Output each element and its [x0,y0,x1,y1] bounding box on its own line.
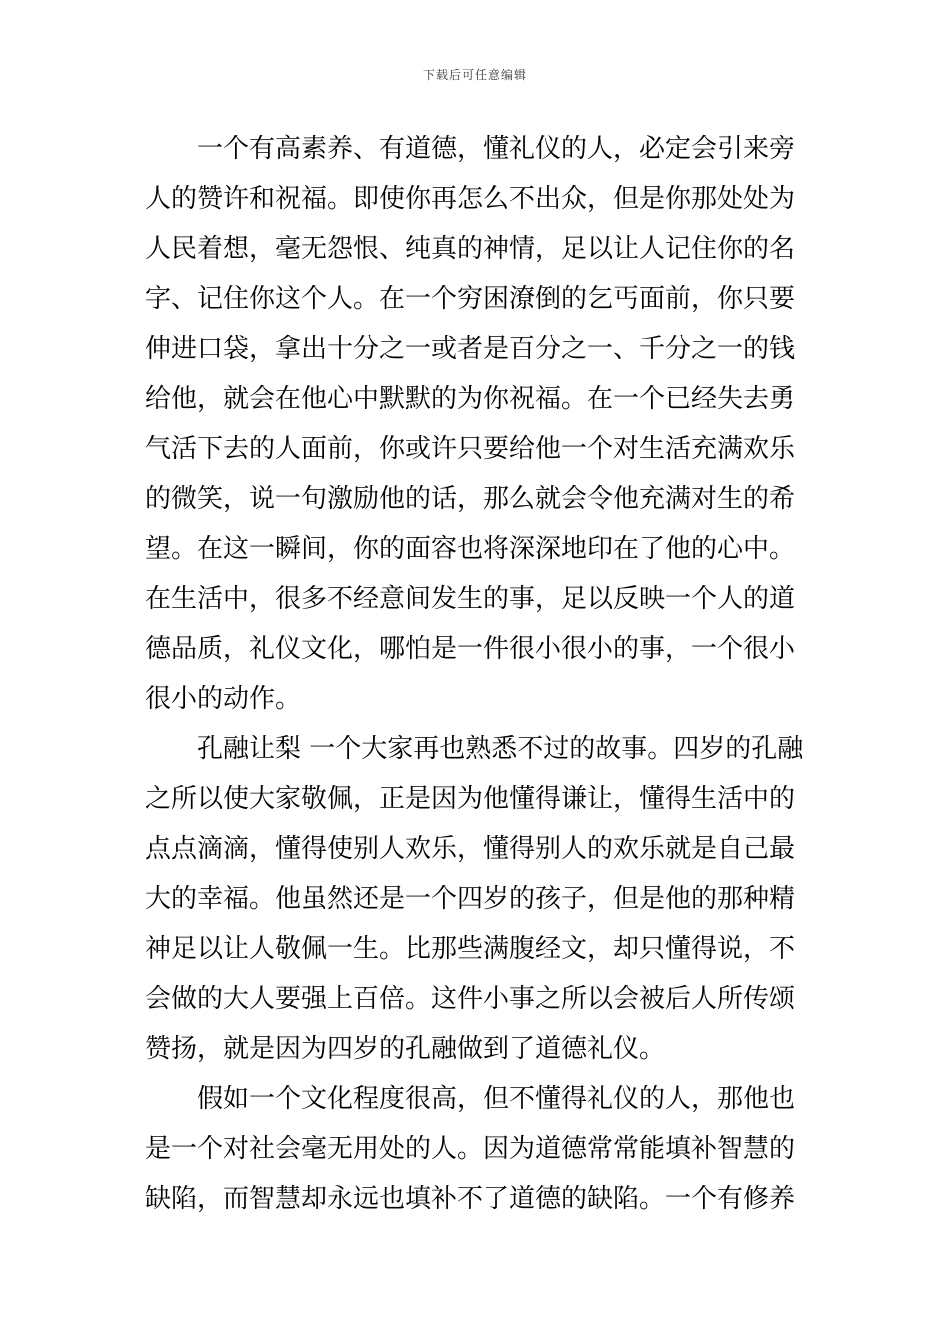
text-line: 很小的动作。 [145,684,302,714]
text-line: 赞扬，就是因为四岁的孔融做到了道德礼仪。 [145,1034,666,1064]
text-line: 人民着想，毫无怨恨、纯真的神情，足以让人记住你的名 [145,234,796,264]
document-body [145,124,810,1224]
text-line: 给他，就会在他心中默默的为你祝福。在一个已经失去勇 [145,384,796,414]
text-line: 缺陷，而智慧却永远也填补不了道德的缺陷。一个有修养 [145,1184,796,1214]
text-line: 大的幸福。他虽然还是一个四岁的孩子，但是他的那种精 [145,884,796,914]
text-line: 一个有高素养、有道德，懂礼仪的人，必定会引来旁 [197,134,796,164]
text-line: 孔融让梨 一个大家再也熟悉不过的故事。四岁的孔融 [197,734,804,764]
text-line: 望。在这一瞬间，你的面容也将深深地印在了他的心中。 [145,534,796,564]
paragraph-2 [145,724,810,1074]
text-line: 是一个对社会毫无用处的人。因为道德常常能填补智慧的 [145,1134,796,1164]
text-line: 人的赞许和祝福。即使你再怎么不出众，但是你那处处为 [145,184,796,214]
text-line: 字、记住你这个人。在一个穷困潦倒的乞丐面前，你只要 [145,284,796,314]
paragraph-3 [145,1074,810,1224]
text-line: 的微笑，说一句激励他的话，那么就会令他充满对生的希 [145,484,796,514]
text-line: 气活下去的人面前，你或许只要给他一个对生活充满欢乐 [145,434,796,464]
text-line: 神足以让人敬佩一生。比那些满腹经文，却只懂得说，不 [145,934,796,964]
text-line: 之所以使大家敬佩，正是因为他懂得谦让，懂得生活中的 [145,784,796,814]
text-line: 假如一个文化程度很高，但不懂得礼仪的人，那他也 [197,1084,796,1114]
text-line: 伸进口袋，拿出十分之一或者是百分之一、千分之一的钱 [145,334,796,364]
text-line: 德品质，礼仪文化，哪怕是一件很小很小的事，一个很小 [145,634,796,664]
text-line: 在生活中，很多不经意间发生的事，足以反映一个人的道 [145,584,796,614]
paragraph-1 [145,124,810,724]
text-line: 点点滴滴，懂得使别人欢乐，懂得别人的欢乐就是自己最 [145,834,796,864]
page-header: 下载后可任意编辑 [422,68,527,82]
text-line: 会做的大人要强上百倍。这件小事之所以会被后人所传颂 [145,984,796,1014]
